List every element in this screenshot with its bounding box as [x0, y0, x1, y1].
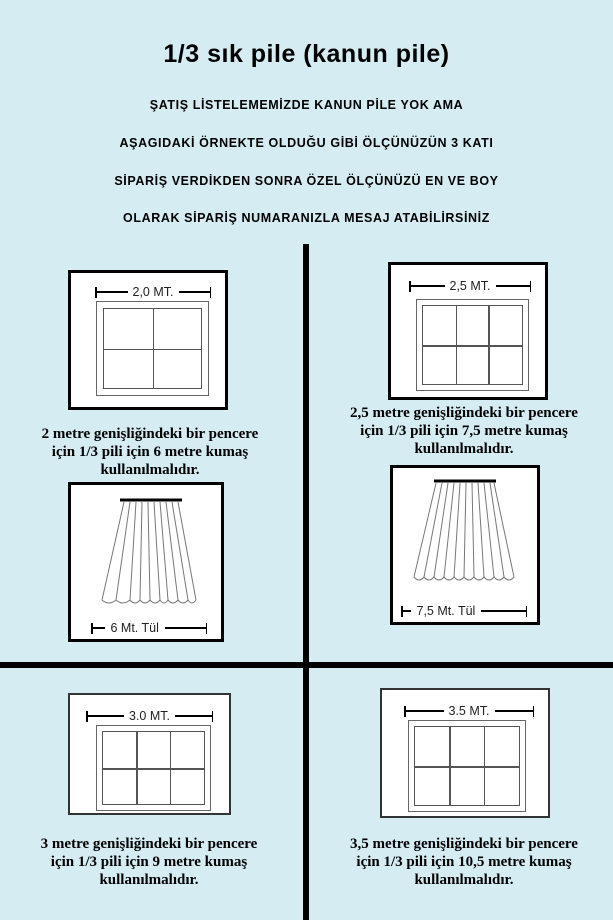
window-width-label: 3.5 MT. [448, 704, 490, 718]
window-diagram-2-5m [388, 262, 548, 400]
window-panes [102, 731, 205, 805]
vertical-divider [303, 244, 309, 920]
window-width-label: 2,0 MT. [132, 285, 174, 299]
width-dimension [404, 704, 534, 718]
intro-line-2: AŞAGIDAKİ ÖRNEKTE OLDUĞU GİBİ ÖLÇÜNÜZÜN 3 KATI [119, 136, 494, 150]
window-panes [422, 305, 523, 385]
window-width-label: 3.0 MT. [129, 709, 170, 723]
width-dimension [95, 285, 211, 299]
window-frame [96, 725, 211, 811]
window-frame [408, 720, 526, 812]
intro-line-3: SİPARİŞ VERDİKDEN SONRA ÖZEL ÖLÇÜNÜZÜ EN VE BOY [114, 174, 499, 188]
window-frame [416, 299, 529, 391]
page-title: 1/3 sık pile (kanun pile) [163, 40, 450, 68]
window-diagram-3m [68, 693, 231, 815]
description-3-5m: 3,5 metre genişliğindeki bir pencere için 1/3 pili için 10,5 metre kumaş kullanılmalıdır. [350, 836, 578, 888]
fabric-length-label: 6 Mt. Tül [110, 621, 159, 635]
window-diagram-2m [68, 270, 228, 410]
intro-line-4: OLARAK SİPARİŞ NUMARANIZLA MESAJ ATABİLİRSİNİZ [123, 211, 490, 225]
window-width-label: 2,5 MT. [449, 279, 491, 293]
pleated-curtain-icon [68, 482, 224, 642]
window-panes [414, 726, 520, 806]
description-2m: 2 metre genişliğindeki bir pencere için 1/3 pili için 6 metre kumaş kullanılmalıdır. [41, 426, 259, 478]
curtain-diagram-7-5m [390, 465, 540, 625]
description-3m: 3 metre genişliğindeki bir pencere için 1/3 pili için 9 metre kumaş kullanılmalıdır. [40, 836, 258, 888]
window-diagram-3-5m [380, 688, 550, 818]
intro-line-1: ŞATIŞ LİSTELEMEMİZDE KANUN PİLE YOK AMA [149, 98, 464, 112]
width-dimension [409, 279, 531, 293]
fabric-dimension [401, 604, 527, 618]
window-panes [103, 308, 202, 389]
curtain-diagram-6m [68, 482, 224, 642]
pleated-curtain-icon [390, 465, 540, 625]
window-frame [96, 301, 209, 396]
fabric-length-label: 7,5 Mt. Tül [416, 604, 476, 618]
width-dimension [86, 709, 213, 723]
description-2-5m: 2,5 metre genişliğindeki bir pencere için 1/3 pili için 7,5 metre kumaş kullanılmalıdır. [350, 405, 578, 457]
fabric-dimension [91, 621, 207, 635]
horizontal-divider [0, 662, 613, 668]
